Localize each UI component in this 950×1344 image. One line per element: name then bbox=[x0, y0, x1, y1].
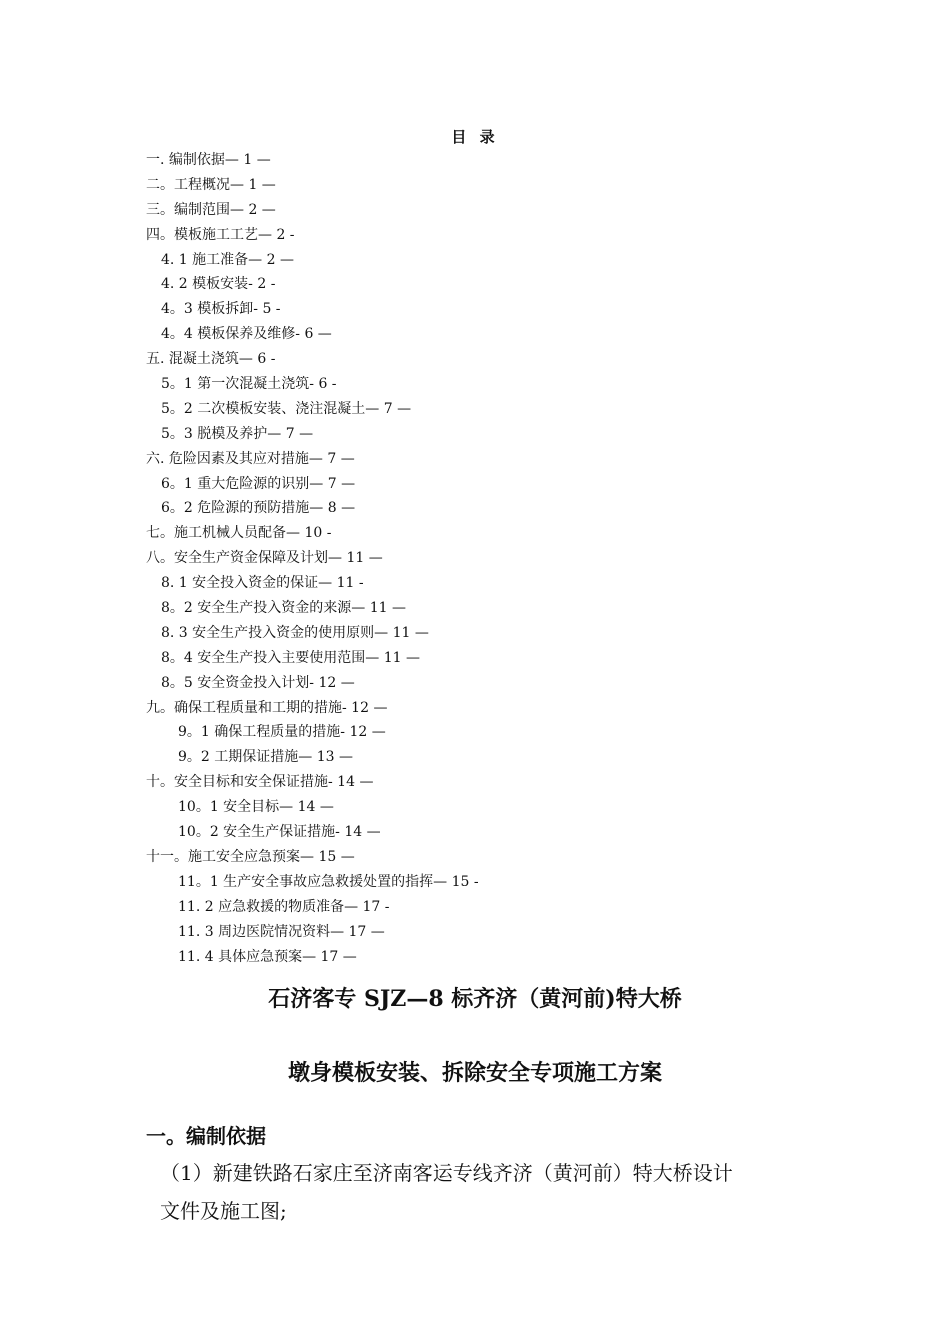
toc-entry[interactable]: 9。2 工期保证措施— 13 — bbox=[178, 749, 353, 766]
toc-entry[interactable]: 6。1 重大危险源的识别— 7 — bbox=[161, 475, 356, 492]
toc-entry[interactable]: 10。2 安全生产保证措施- 14 — bbox=[178, 824, 381, 841]
toc-entry[interactable]: 4。4 模板保养及维修- 6 — bbox=[161, 326, 332, 343]
paragraph-line: （1）新建铁路石家庄至济南客运专线齐济（黄河前）特大桥设计 bbox=[160, 1161, 733, 1185]
toc-entry[interactable]: 一. 编制依据— 1 — bbox=[146, 152, 271, 168]
toc-entry[interactable]: 四。模板施工工艺— 2 - bbox=[146, 226, 295, 243]
toc-entry[interactable]: 十。安全目标和安全保证措施- 14 — bbox=[146, 774, 374, 791]
toc-title: 目 录 bbox=[451, 128, 499, 146]
toc-entry[interactable]: 4。3 模板拆卸- 5 - bbox=[161, 301, 281, 318]
toc-entry[interactable]: 5。2 二次模板安装、浇注混凝土— 7 — bbox=[161, 400, 412, 417]
toc-entry[interactable]: 8。5 安全资金投入计划- 12 — bbox=[161, 674, 355, 691]
toc-entry[interactable]: 十一。施工安全应急预案— 15 — bbox=[146, 848, 355, 865]
toc-entry[interactable]: 九。确保工程质量和工期的措施- 12 — bbox=[146, 699, 388, 716]
toc-entry[interactable]: 10。1 安全目标— 14 — bbox=[178, 799, 334, 816]
document-title-line-2: 墩身模板安装、拆除安全专项施工方案 bbox=[287, 1060, 662, 1086]
table-of-contents bbox=[146, 148, 846, 969]
toc-entry[interactable]: 5。1 第一次混凝土浇筑- 6 - bbox=[161, 376, 337, 393]
document-title-line-1: 石济客专 SJZ—8 标齐济（黄河前)特大桥 bbox=[268, 986, 682, 1012]
toc-entry[interactable]: 8. 1 安全投入资金的保证— 11 - bbox=[161, 575, 364, 592]
toc-entry[interactable]: 六. 危险因素及其应对措施— 7 — bbox=[146, 450, 355, 467]
toc-entry[interactable]: 9。1 确保工程质量的措施- 12 — bbox=[178, 724, 386, 741]
section-heading: 一。编制依据 bbox=[146, 1124, 266, 1148]
toc-entry[interactable]: 4. 1 施工准备— 2 — bbox=[161, 251, 294, 268]
toc-entry[interactable]: 8。2 安全生产投入资金的来源— 11 — bbox=[161, 600, 406, 617]
toc-entry[interactable]: 11。1 生产安全事故应急救援处置的指挥— 15 - bbox=[178, 873, 479, 890]
toc-entry[interactable]: 8。4 安全生产投入主要使用范围— 11 — bbox=[161, 649, 420, 666]
toc-entry[interactable]: 11. 4 具体应急预案— 17 — bbox=[178, 948, 357, 965]
toc-entry[interactable]: 11. 2 应急救援的物质准备— 17 - bbox=[178, 898, 390, 915]
toc-entry[interactable]: 4. 2 模板安装- 2 - bbox=[161, 276, 276, 293]
toc-entry[interactable]: 三。编制范围— 2 — bbox=[146, 201, 276, 218]
toc-entry[interactable]: 八。安全生产资金保障及计划— 11 — bbox=[146, 550, 383, 567]
toc-entry[interactable]: 5。3 脱模及养护— 7 — bbox=[161, 425, 314, 442]
toc-entry[interactable]: 五. 混凝土浇筑— 6 - bbox=[146, 351, 276, 368]
paragraph-line: 文件及施工图; bbox=[160, 1199, 287, 1223]
toc-entry[interactable]: 6。2 危险源的预防措施— 8 — bbox=[161, 500, 356, 517]
toc-entry[interactable]: 七。施工机械人员配备— 10 - bbox=[146, 525, 332, 542]
toc-entry[interactable]: 11. 3 周边医院情况资料— 17 — bbox=[178, 923, 385, 940]
toc-entry[interactable]: 二。工程概况— 1 — bbox=[146, 176, 276, 193]
section-paragraph bbox=[146, 1154, 826, 1230]
toc-entry[interactable]: 8. 3 安全生产投入资金的使用原则— 11 — bbox=[161, 624, 429, 641]
